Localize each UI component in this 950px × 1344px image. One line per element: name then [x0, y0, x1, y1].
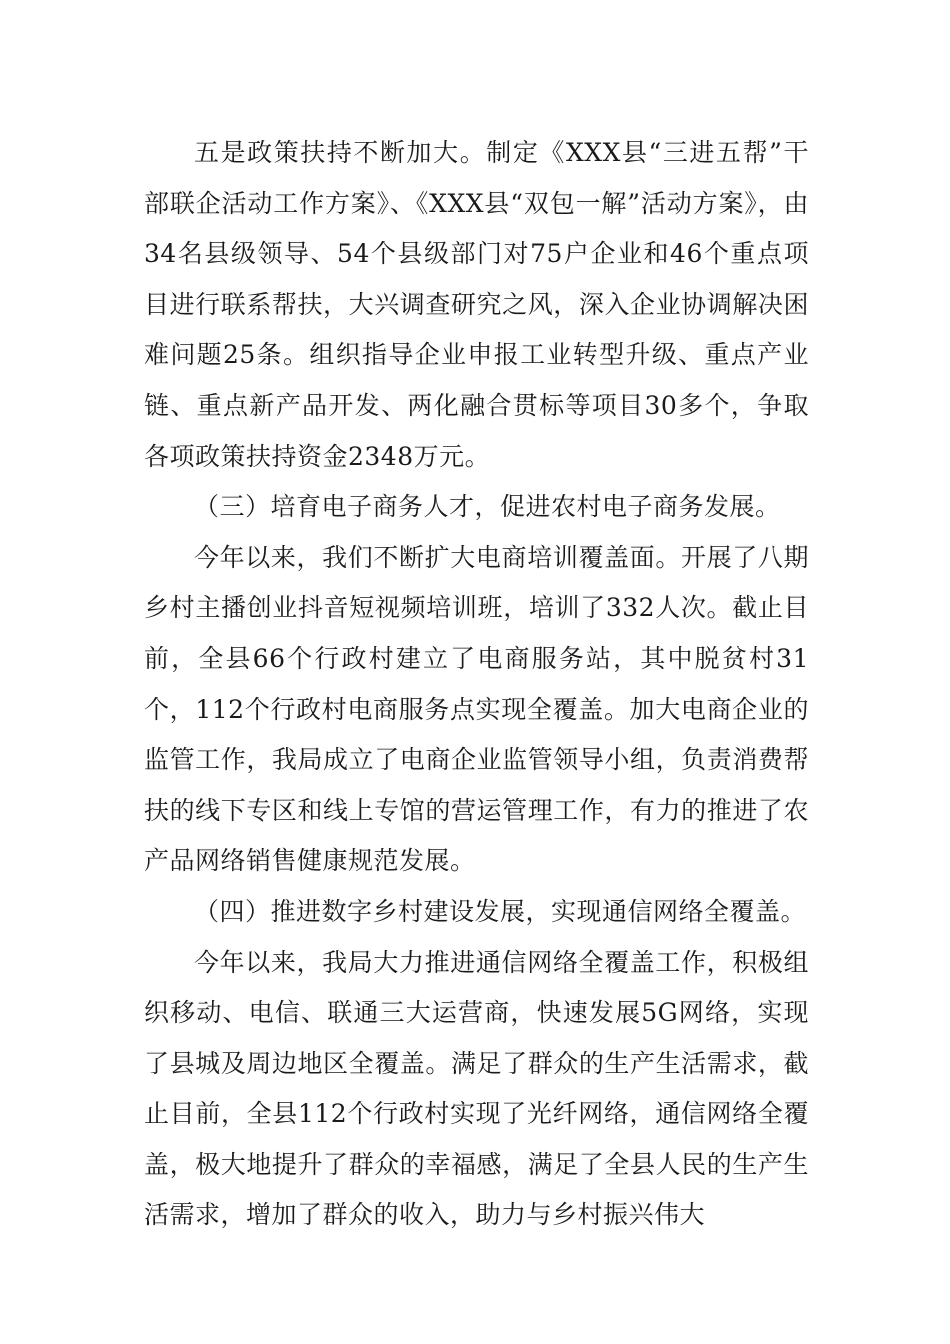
- section-heading-ecommerce: （三）培育电子商务人才，促进农村电子商务发展。: [194, 492, 781, 522]
- paragraph-network-coverage: 今年以来，我局大力推进通信网络全覆盖工作，积极组织移动、电信、联通三大运营商，快速发展5G网络，实现了县城及周边地区全覆盖。满足了群众的生产生活需求，截止目前，全县112个行政村实现了光纤网络，通信网络全覆盖，极大地提升了群众的幸福感，满足了全县人民的生产生活需求，增加了群众的收入，助力与乡村振兴伟大: [144, 947, 809, 1230]
- paragraph-policy-support: 五是政策扶持不断加大。制定《XXX县“三进五帮”干部联企活动工作方案》、《XXX县“双包一解”活动方案》，由34名县级领导、54个县级部门对75户企业和46个重点项目进行联系帮扶，大兴调查研究之风，深入企业协调解决困难问题25条。组织指导企业申报工业转型升级、重点产业链、重点新产品开发、两化融合贯标等项目30多个，争取各项政策扶持资金2348万元。: [144, 138, 809, 471]
- section-heading-digital-village: （四）推进数字乡村建设发展，实现通信网络全覆盖。: [194, 896, 807, 926]
- document-body: [144, 128, 809, 1241]
- paragraph-ecommerce-training: 今年以来，我们不断扩大电商培训覆盖面。开展了八期乡村主播创业抖音短视频培训班，培训了332人次。截止目前，全县66个行政村建立了电商服务站，其中脱贫村31个，112个行政村电商服务点实现全覆盖。加大电商企业的监管工作，我局成立了电商企业监管领导小组，负责消费帮扶的线下专区和线上专馆的营运管理工作，有力的推进了农产品网络销售健康规范发展。: [144, 542, 809, 876]
